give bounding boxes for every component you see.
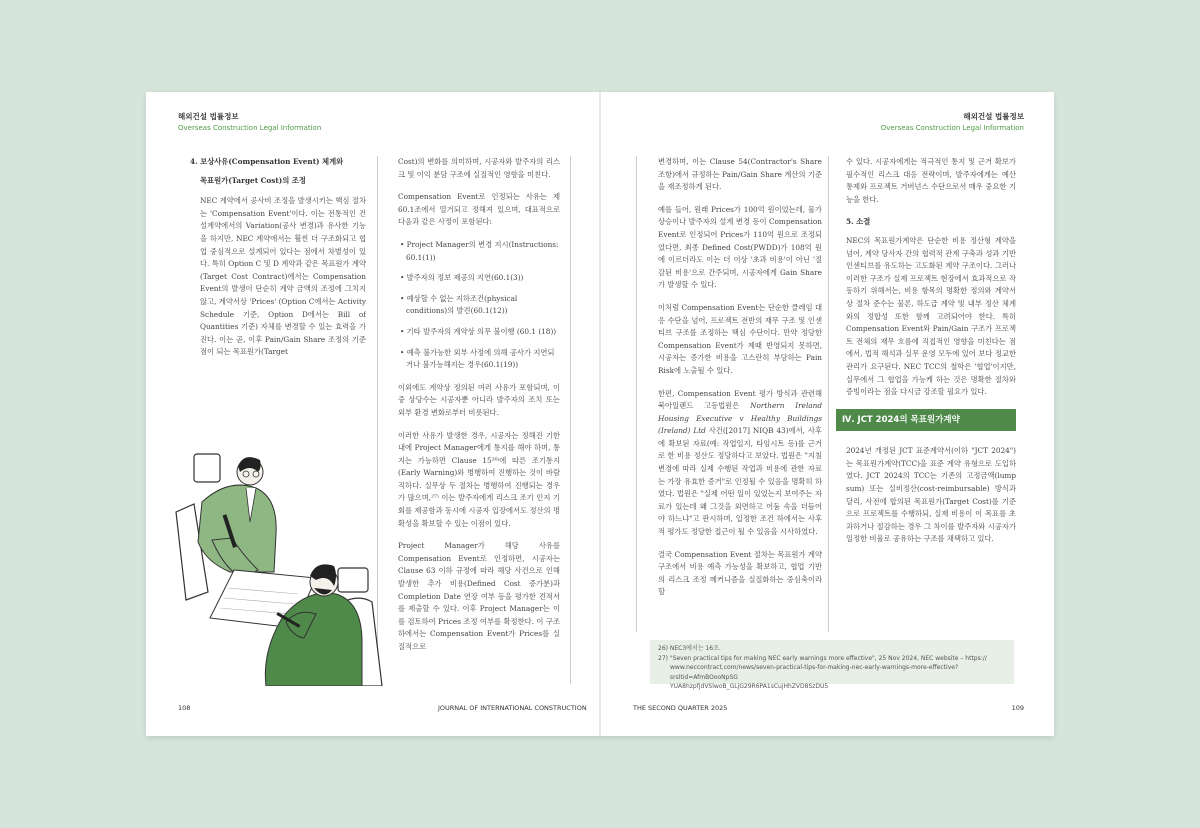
body-paragraph: 이러한 사유가 발생한 경우, 시공자는 정해진 기한 내에 Project Manager에게 통지를 해야 하며, 통지는 가능하면 Clause 15²⁶⁾에 따른 조기통지(Early Warning)와 병행하여 진행하는 것이 바람직하다. 실무상 두 절차는 병행하여 진행되는 경우가 많으며,²⁷⁾ 이는 발주자에게 리스크 조기 인지 기회를 제공함과 동시에 시공자 입장에서도 정산의 명확성을 확보할 수 있는 이점이 있다. bbox=[398, 430, 560, 528]
magazine-spread bbox=[146, 92, 1054, 736]
section-heading: 4. 보상사유(Compensation Event) 체계와 bbox=[190, 157, 344, 166]
list-item: • 예상할 수 없는 지하조건(physical conditions)의 발견(60.1(12)) bbox=[400, 293, 518, 316]
chapter-heading-bar: Ⅳ. JCT 2024의 목표원가계약 bbox=[836, 409, 1016, 432]
text-column-4 bbox=[836, 156, 1016, 632]
body-paragraph: NEC의 목표원가계약은 단순한 비용 정산형 계약을 넘어, 계약 당사자 간의 협력적 관계 구축과 성과 기반 인센티브를 유도하는 고도화된 계약 구조이다. 그러나 이러한 구조가 실제 프로젝트 현장에서 효과적으로 작동하기 위해서는, 비용 항목의 명확한 정의와 계약서상 절차 준수는 물론, 하도급 계약 및 내부 정산 체계와의 정합성 또한 함께 고려되어야 한다. 특히 Compensation Event와 Pain/Gain 구조가 프로젝트 전체의 재무 흐름에 직접적인 영향을 미친다는 점에서, 법적 해석과 실무 운영 모두에 있어 보다 정교한 관리가 요구된다. NEC TCC의 철학은 '협업'이지만, 실무에서 그 협업을 가능케 하는 것은 명확한 절차와 증빙이라는 점을 다시금 강조할 필요가 있다. bbox=[846, 235, 1016, 397]
issue-label: THE SECOND QUARTER 2025 bbox=[633, 704, 728, 712]
body-paragraph bbox=[658, 388, 822, 539]
body-paragraph: 수 있다. 시공자에게는 적극적인 통지 및 근거 확보가 필수적인 리스크 대응 전략이며, 발주자에게는 예산 통제와 프로젝트 거버넌스 수단으로서 매우 중요한 기능을 한다. bbox=[846, 157, 1016, 204]
body-paragraph: NEC 계약에서 공사비 조정을 발생시키는 핵심 절차는 'Compensation Event'이다. 이는 전통적인 건설계약에서의 Variation(공사 변경)과 유사한 기능을 하지만, NEC 계약에서는 훨씬 더 구조화되고 협업 중심적으로 설계되어 있다는 점에서 차별성이 있다. 특히 Option C 및 D 계약과 같은 목표원가 계약(Target Cost Contract)에서는 Compensation Event의 발생이 단순히 계약 금액의 조정에 그치지 않고, 계약서상 'Prices' (Option C에서는 Activity Schedule 기준, Option D에서는 Bill of Quantities 기준) 자체를 변경할 수 있는 효력을 가진다. 이는 곧, 이후 Pain/Gain Share 조정의 기준점이 되는 목표원가(Target bbox=[200, 196, 366, 357]
body-paragraph: Project Manager가 해당 사유를 Compensation Event로 인정하면, 시공자는 Clause 63 이하 규정에 따라 해당 사건으로 인해 발생한 추가 비용(Defined Cost 증가분)과 Completion Date 연장 여부 등을 평가한 견적서를 제출할 수 있다. 이후 Project Manager는 이를 검토하여 Prices 조정 여부를 확정한다. 이 구조 하에서는 Compensation Event가 Prices를 실질적으로 bbox=[398, 541, 560, 651]
list-item: • 기타 발주자의 계약상 의무 불이행 (60.1 (18)) bbox=[400, 326, 557, 336]
page-number-left: 108 bbox=[178, 704, 191, 712]
running-header-left bbox=[178, 112, 321, 134]
list-item: • 예측 불가능한 외부 사정에 의해 공사가 지연되거나 불가능해지는 경우(60.1(19)) bbox=[400, 347, 555, 370]
page-gutter bbox=[599, 92, 601, 736]
case-name: Northern Ireland Housing Executive v Healthy Buildings (Ireland) Ltd bbox=[658, 401, 822, 436]
footnote-url: www.neccontract.com/news/seven-practical-tips-for-making-nec-early-warnings-more-effective?srsltid=AfmBOooNpSG bbox=[670, 664, 959, 681]
body-paragraph: 변경하며, 이는 Clause 54(Contractor's Share 조항)에서 규정하는 Pain/Gain Share 계산의 기준을 재조정하게 된다. bbox=[658, 157, 822, 192]
text-column-2 bbox=[398, 156, 560, 686]
header-title-ko: 해외건설 법률정보 bbox=[178, 112, 239, 121]
business-meeting-illustration bbox=[166, 442, 388, 686]
column-divider bbox=[570, 156, 571, 684]
footnote-27: 27) "Seven practical tips for making NEC early warnings more effective", 25 Nov 2024, NEC website – https:// bbox=[658, 654, 987, 662]
footnote-26: 26) NEC3에서는 16조. bbox=[658, 645, 721, 652]
footnotes-box bbox=[650, 640, 1014, 690]
list-item: • Project Manager의 변경 지시(Instructions: 60.1(1)) bbox=[400, 239, 559, 262]
section-heading: 5. 소결 bbox=[846, 217, 871, 227]
footnote-url: YUA8hzpfjdVSlwoB_GLjG29R6PA1sCujHhZVD8SzDU5 bbox=[670, 683, 829, 690]
header-title-ko: 해외건설 법률정보 bbox=[963, 112, 1024, 121]
compensation-event-list bbox=[398, 239, 560, 372]
body-text: 사건([2017] NIQB 43)에서, 사후에 확보된 자료(예: 작업일지, 타임시트 등)를 근거로 한 비용 정산도 정당하다고 보았다. 법원은 "지침 변경에 따라 실제 수행된 작업과 비용에 관한 자료는 가장 유효한 증거"로 인정될 수 있음을 명확히 하였다. 법원은 "실제 어떤 일이 있었는지 보여주는 자료가 있는데 왜 그것을 외면하고 어둠 속을 더듬어야 하느냐"고 판시하며, 입정한 조건 하에서는 사후적 평가도 정당한 접근이 될 수 있음을 시사하였다. bbox=[658, 426, 822, 537]
text-column-3 bbox=[658, 156, 822, 630]
body-paragraph: 예를 들어, 원래 Prices가 100억 원이었는데, 물가 상승이나 발주자의 설계 변경 등이 Compensation Event로 인정되어 Prices가 110억 원으로 조정되었다면, 최종 Defined Cost(PWDD)가 108억 원에 이르더라도 이는 더 이상 '초과 비용'이 아닌 '절감된 비용'으로 간주되며, 시공자에게 Gain Share가 발생할 수 있다. bbox=[658, 204, 822, 290]
section-subheading: 목표원가(Target Cost)의 조정 bbox=[200, 175, 306, 185]
body-paragraph: 이처럼 Compensation Event는 단순한 클레임 대응 수단을 넘어, 프로젝트 전반의 재무 구조 및 인센티브 구조를 조정하는 핵심 수단이다. 만약 정당한 Compensation Event가 제때 반영되지 못하면, 시공자는 증가한 비용을 고스란히 부담하는 Pain Risk에 노출될 수 있다. bbox=[658, 302, 822, 375]
column-divider bbox=[828, 156, 829, 632]
running-header-right bbox=[881, 112, 1024, 134]
text-column-1 bbox=[190, 156, 366, 446]
body-paragraph: 결국 Compensation Event 절차는 목표원가 계약 구조에서 비용 예측 가능성을 확보하고, 협업 기반의 리스크 조정 메커니즘을 실질화하는 중심축이라 할 bbox=[658, 549, 822, 597]
body-paragraph: Cost)의 변화를 의미하며, 시공자와 발주자의 리스크 및 이익 분담 구조에 실질적인 영향을 미친다. bbox=[398, 157, 560, 179]
list-item: • 발주자의 정보 제공의 지연(60.1(3)) bbox=[400, 273, 524, 283]
body-paragraph: 2024년 개정된 JCT 표준계약서(이하 "JCT 2024")는 목표원가계약(TCC)을 표준 계약 유형으로 도입하였다. JCT 2024의 TCC는 기존의 고정금액(lump sum) 또는 실비정산(cost-reimbursable) 방식과 달리, 사전에 합의된 목표원가(Target Cost)를 기준으로 프로젝트를 수행하되, 실제 비용이 이 목표를 초과하거나 절감하는 경우 그 차이를 발주자와 시공자가 일정한 비율로 공유하는 구조를 채택하고 있다. bbox=[846, 446, 1016, 544]
body-paragraph: Compensation Event로 인정되는 사유는 제60.1조에서 열거되고 정해져 있으며, 대표적으로 다음과 같은 사정이 포함된다: bbox=[398, 192, 560, 227]
journal-name: JOURNAL OF INTERNATIONAL CONSTRUCTION bbox=[438, 704, 587, 712]
column-divider bbox=[636, 156, 637, 632]
body-text: 한편, Compensation Event 평가 방식과 관련해 북아일랜드 고등법원은 bbox=[658, 388, 822, 411]
body-paragraph: 이외에도 계약상 정의된 여러 사유가 포함되며, 이 중 상당수는 시공자뿐 아니라 발주자의 조치 또는 외부 환경 변화로부터 비롯된다. bbox=[398, 382, 560, 417]
page-number-right: 109 bbox=[1011, 704, 1024, 712]
header-title-en: Overseas Construction Legal Information bbox=[178, 124, 322, 132]
header-title-en: Overseas Construction Legal Information bbox=[880, 124, 1024, 132]
